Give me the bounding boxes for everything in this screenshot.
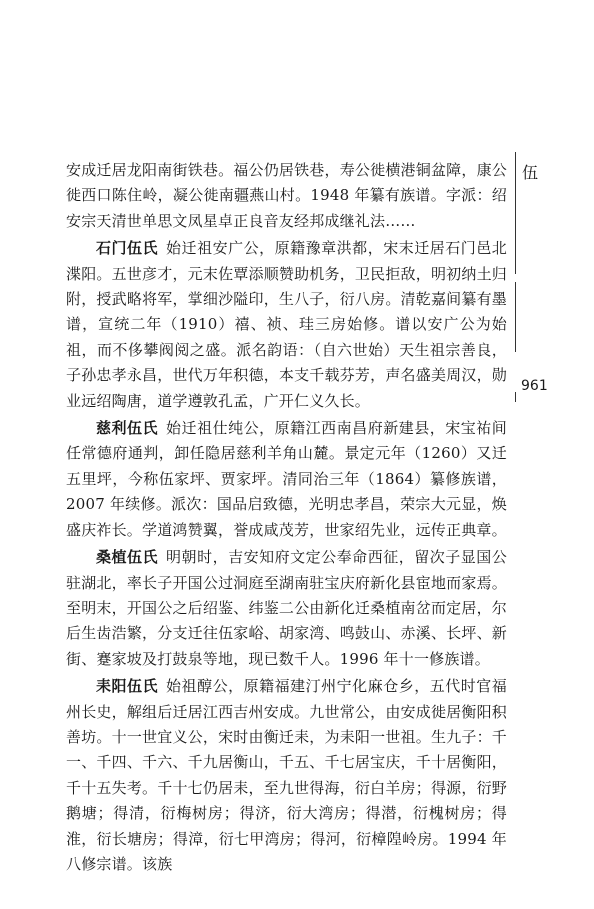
clan-heading: 石门伍氏 [96,239,159,258]
paragraph-text: 始迁祖安广公，原籍豫章洪都，宋末迁居石门邑北渫阳。五世彦才，元末佐覃添顺赞助机务，卫民拒敌，明初纳土归附，授武略将军，掌细沙隘印，生八子，衍八房。清乾嘉间纂有墨谱，宣统二年（1910）禧、祯、珪三房始修。谱以安广公为始祖，而不侈攀阀阅之盛。派名韵语：（自六世始）天生祖宗善良，子孙忠孝永昌，世代万年积德，本支千载芬芳，声名盛美周汉，勋业远绍陶唐，道学遵敦孔孟，广开仁义久长。 [66,239,507,410]
paragraph-text: 明朝时，吉安知府文定公奉命西征，留次子显国公驻湖北，率长子开国公过洞庭至湖南驻宝庆府新化县宦地而家焉。至明末，开国公之后绍鉴、纬鉴二公由新化迁桑植南岔而定居，尔后生齿浩繁，分支迁往伍家峪、胡家湾、鸣鼓山、赤溪、长坪、新街、蹇家坡及打鼓泉等地，现已数千人。1996 年十一修族谱。 [66,548,507,668]
margin-rule [515,152,516,274]
page-number: 961 [521,378,548,394]
margin-rule [515,392,516,402]
main-text [66,158,507,879]
paragraph-sangzhi [66,545,507,672]
margin-rule [515,282,516,352]
clan-heading: 慈利伍氏 [96,419,159,438]
paragraph-text: 始迁祖仕纯公，原籍江西南昌府新建县，宋宝祐间任常德府通判，卸任隐居慈利羊角山麓。景定元年（1260）又迁五里坪，今称伍家坪、贾家坪。清同治三年（1864）纂修族谱，2007 年续修。派次：国品启致德，光明忠孝昌，荣宗大元显，焕盛庆祚长。学道鸿赞翼，誉成咸茂芳，世家绍先业，远传正典章。 [66,419,507,539]
paragraph-continuation [66,158,507,234]
paragraph-cili [66,416,507,543]
section-label: 伍 [522,163,539,182]
paragraph-leiyang [66,674,507,877]
clan-heading: 耒阳伍氏 [96,677,159,696]
clan-heading: 桑植伍氏 [96,548,159,567]
paragraph-shimen [66,236,507,414]
paragraph-text: 始祖醇公，原籍福建汀州宁化麻仓乡，五代时官福州长史，解组后迁居江西吉州安成。九世常公，由安成徙居衡阳积善坊。十一世宜义公，宋时由衡迁耒，为耒阳一世祖。生九子：千一、千四、千六、千九居衡山，千五、千七居宝庆，千十居衡阳，千十五失考。千十七仍居耒，至九世得海，衍白羊房；得源，衍野鹅塘；得清，衍梅树房；得济，衍大湾房；得潜，衍槐树房；得淮，衍长塘房；得漳，衍七甲湾房；得河，衍樟隍岭房。1994 年八修宗谱。该族 [66,677,507,873]
paragraph-text: 安成迁居龙阳南街铁巷。福公仍居铁巷，寿公徙横港铜盆障，康公徙西口陈住岭，凝公徙南疆燕山村。1948 年纂有族谱。字派：绍安宗天清世单思文凤星卓正良音友经邦成继礼法…… [66,161,507,230]
